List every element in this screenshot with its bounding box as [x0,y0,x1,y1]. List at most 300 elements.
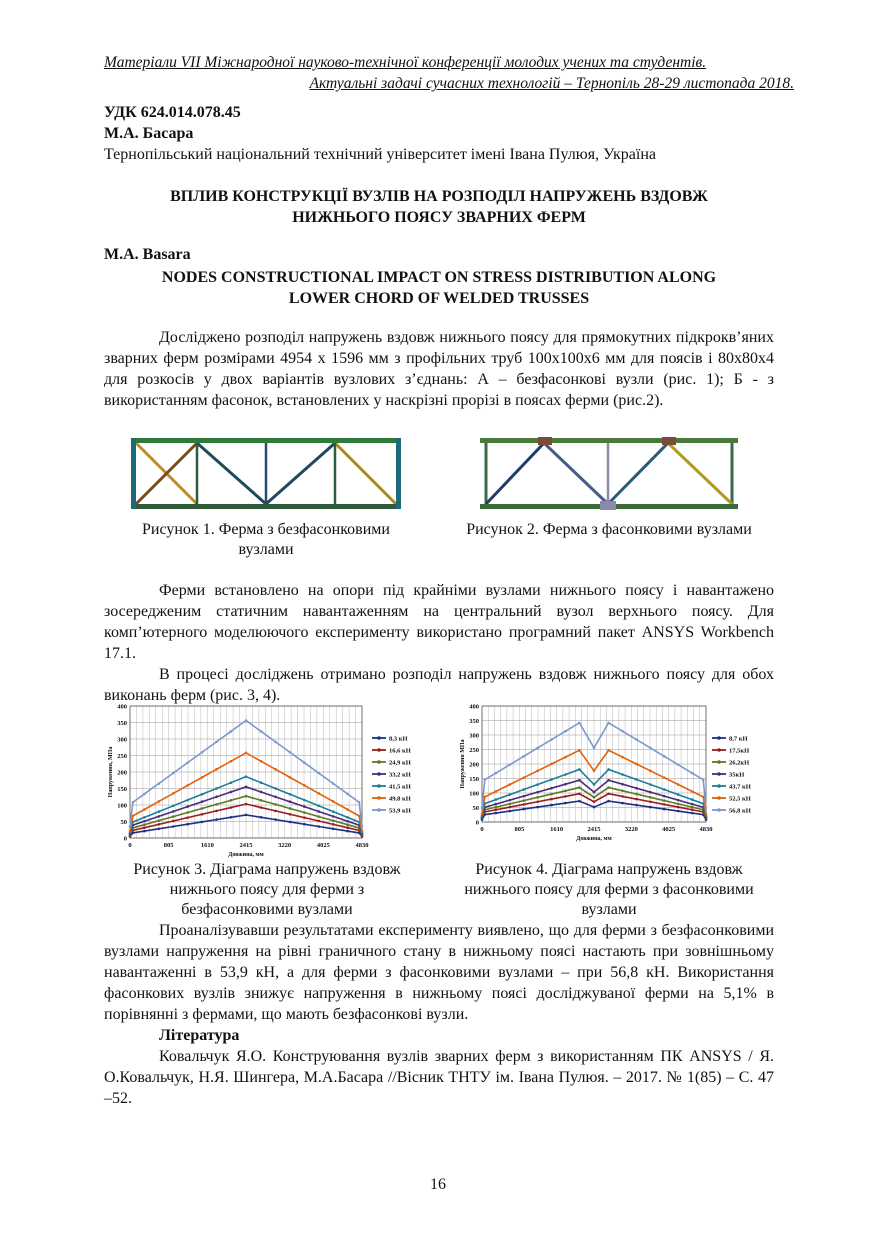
data-point [317,805,320,808]
data-point [564,783,567,786]
data-point [481,812,484,815]
y-tick-label: 400 [469,703,479,711]
y-tick-label: 50 [472,805,479,812]
y-tick-label: 0 [475,819,479,827]
data-point [578,792,581,795]
data-point [509,763,512,766]
data-point [522,755,525,758]
truss-diagonal [544,443,608,504]
data-point [564,802,567,805]
y-tick-label: 100 [469,790,479,798]
data-point [132,801,135,804]
data-point [621,802,624,805]
data-point [303,823,306,826]
data-point [186,761,189,764]
data-point [495,812,498,815]
data-point [317,810,320,813]
data-point [303,799,306,802]
data-point [260,730,263,733]
data-point [346,816,349,819]
data-point [230,760,233,763]
figure-4-caption: Рисунок 4. Діаграма напружень вздовж нижнього поясу для ферми з фасонковими вузлами [464,861,754,918]
data-point [346,793,349,796]
data-point [332,800,335,803]
data-point [230,730,233,733]
x-tick-label: 4830 [699,826,713,833]
figure-3-caption: Рисунок 3. Діаграма напружень вздовж нижнього поясу для ферми з безфасонковими вузлами [133,861,401,918]
data-point [332,827,335,830]
legend-marker [377,760,381,764]
data-point [274,768,277,771]
y-tick-label: 0 [123,835,127,843]
data-point [578,768,581,771]
y-tick-label: 300 [469,732,479,740]
data-point [481,815,484,818]
data-point [635,798,638,801]
data-point [495,808,498,811]
data-point [186,805,189,808]
data-point [274,796,277,799]
legend-label: 8,7 кН [729,735,748,743]
data-point [621,756,624,759]
x-tick-label: 3220 [624,826,638,833]
x-tick-label: 2415 [587,826,601,833]
legend-marker [717,748,721,752]
data-point [346,820,349,823]
data-point [607,779,610,782]
data-point [332,823,335,826]
data-point [260,799,263,802]
data-point [143,808,146,811]
data-point [564,795,567,798]
data-point [578,779,581,782]
legend-label: 24,9 кН [389,759,411,767]
references-heading: Література [159,1027,240,1044]
data-point [274,818,277,821]
figure-1-caption: Рисунок 1. Ферма з безфасонковими вузлами [142,521,390,558]
data-point [564,790,567,793]
data-point [536,800,539,803]
paragraph-2 [104,580,774,706]
y-tick-label: 400 [117,703,127,711]
y-axis-label: Напруження МПа [460,739,466,789]
data-point [536,747,539,750]
data-point [289,776,292,779]
figure-3-stress-chart [104,700,440,858]
y-tick-label: 200 [117,769,127,777]
data-point [215,741,218,744]
data-point [607,800,610,803]
data-point [663,799,666,802]
data-point [509,810,512,813]
legend-label: 35кН [729,771,745,779]
data-point [245,719,248,722]
data-point [509,806,512,809]
legend-label: 41,5 кН [389,783,411,791]
data-point [158,827,161,830]
data-point [260,791,263,794]
legend-label: 53,9 кН [389,807,411,815]
data-point [245,814,248,817]
legend-marker [717,808,721,812]
data-point [621,730,624,733]
data-point [230,799,233,802]
data-point [495,790,498,793]
truss-diagonal [197,443,266,504]
legend-marker [377,784,381,788]
data-point [677,810,680,813]
data-point [201,800,204,803]
data-point [172,825,175,828]
data-point [245,795,248,798]
data-point [677,803,680,806]
legend-label: 56,8 кН [729,807,751,815]
data-point [536,791,539,794]
data-point [607,749,610,752]
data-point [509,803,512,806]
truss-diagonal [266,443,335,504]
data-point [260,816,263,819]
x-tick-label: 4025 [316,842,330,849]
data-point [143,793,146,796]
y-tick-label: 350 [469,718,479,725]
data-point [691,812,694,815]
legend-marker [717,760,721,764]
data-point [663,776,666,779]
bottom-chord [131,504,401,509]
data-point [593,769,596,772]
data-point [289,800,292,803]
data-point [201,776,204,779]
y-tick-label: 150 [469,776,479,783]
data-point [289,751,292,754]
affiliation: Тернопільський національний технічний університет імені Івана Пулюя, Україна [104,146,656,163]
data-point [186,799,189,802]
data-point [550,798,553,801]
data-point [201,813,204,816]
data-point [172,772,175,775]
data-point [317,815,320,818]
legend-marker [377,736,381,740]
paragraph-4-text: Проаналізувавши результатами експерименту виявлено, що для ферми з безфасонковими вузлами напруження на рівні граничного стану в нижньому поясі настають при зовнішньому навантаженні в 53,9 кН, а для ферми з фасонковими вузлами – при 56,8 кН. Використання фасонкових вузлів знижує напруження в нижньому поясі досліджуваної ферми на 5,1% в порівнянні з фермами, що мають безфасонкові вузли. [104,922,774,1023]
data-point [158,823,161,826]
data-point [550,763,553,766]
data-point [578,786,581,789]
y-axis-label: Напруження, МПа [108,746,114,798]
data-point [215,768,218,771]
data-point [289,821,292,824]
x-tick-label: 4830 [355,842,369,849]
data-point [230,816,233,819]
x-axis-label: Довжина, мм [228,852,264,858]
legend-label: 33,2 кН [389,771,411,779]
data-point [593,747,596,750]
data-point [245,786,248,789]
data-point [143,820,146,823]
data-point [303,816,306,819]
data-point [483,778,486,781]
data-point [621,795,624,798]
data-point [245,775,248,778]
author-en: M.A. Basara [104,246,191,263]
data-point [635,738,638,741]
data-point [289,793,292,796]
data-point [593,791,596,794]
y-tick-label: 250 [469,747,479,754]
data-point [635,793,638,796]
title-ua-line2: НИЖНЬОГО ПОЯСУ ЗВАРНИХ ФЕРМ [292,209,586,226]
data-point [522,803,525,806]
data-point [346,823,349,826]
data-point [607,792,610,795]
data-point [663,808,666,811]
y-tick-label: 250 [117,753,127,760]
data-point [215,796,218,799]
data-point [522,799,525,802]
data-point [303,761,306,764]
data-point [172,810,175,813]
data-point [635,804,638,807]
data-point [158,819,161,822]
x-tick-label: 3220 [278,842,292,849]
data-point [158,815,161,818]
data-point [677,783,680,786]
x-tick-label: 4025 [662,826,676,833]
legend-marker [717,736,721,740]
top-chord [131,438,401,443]
data-point [172,805,175,808]
data-point [578,749,581,752]
data-point [495,798,498,801]
data-point [260,760,263,763]
data-point [495,772,498,775]
x-tick-label: 805 [163,842,174,849]
data-point [663,803,666,806]
data-point [649,791,652,794]
data-point [649,747,652,750]
data-point [607,768,610,771]
data-point [129,825,132,828]
data-point [274,787,277,790]
data-point [522,788,525,791]
conference-header-line1: Матеріали VII Міжнародної науково-технічної конференції молодих учених та студентів. [104,54,707,71]
data-point [230,781,233,784]
data-point [158,782,161,785]
data-point [495,803,498,806]
data-point [607,722,610,725]
data-point [691,803,694,806]
data-point [522,795,525,798]
figure-4-stress-chart [446,700,776,858]
data-point [158,810,161,813]
data-point [635,778,638,781]
legend-label: 52,5 кН [729,795,751,803]
data-point [536,770,539,773]
y-tick-label: 150 [117,786,127,793]
data-point [129,830,132,833]
data-point [332,810,335,813]
data-point [509,793,512,796]
data-point [143,823,146,826]
y-tick-label: 100 [117,802,127,810]
data-point [550,778,553,781]
legend-marker [717,784,721,788]
data-point [201,821,204,824]
data-point [550,738,553,741]
data-point [186,811,189,814]
y-tick-label: 350 [117,720,127,727]
data-point [705,806,708,809]
legend-label: 43,7 кН [729,783,751,791]
title-ua-line1: ВПЛИВ КОНСТРУКЦІЇ ВУЗЛІВ НА РОЗПОДІЛ НАПРУЖЕНЬ ВЗДОВЖ [170,188,708,205]
data-point [303,805,306,808]
data-point [274,741,277,744]
data-point [143,816,146,819]
x-axis-label: Довжина, мм [576,836,612,842]
data-point [215,818,218,821]
title-en-line2: LOWER CHORD OF WELDED TRUSSES [288,290,590,307]
data-point [593,796,596,799]
data-point [691,772,694,775]
author-ua: М.А. Басара [104,125,194,142]
data-point [361,825,364,828]
data-point [677,806,680,809]
data-point [649,806,652,809]
data-point [550,804,553,807]
legend-marker [717,772,721,776]
data-point [260,781,263,784]
y-tick-label: 200 [469,761,479,769]
x-tick-label: 805 [514,826,525,833]
data-point [663,755,666,758]
x-tick-label: 0 [480,826,484,833]
data-point [691,798,694,801]
conference-header-line2: Актуальні задачі сучасних технологій – Тернопіль 28-29 листопада 2018. [309,75,794,92]
truss-diagonal [486,443,544,504]
paragraph-1 [104,327,774,411]
data-point [289,807,292,810]
data-point [593,783,596,786]
paragraph-4 [104,920,774,1109]
legend-marker [377,808,381,812]
data-point [172,792,175,795]
gusset-plate [600,501,616,510]
data-point [705,812,708,815]
data-point [702,778,705,781]
data-point [143,826,146,829]
data-point [509,783,512,786]
x-tick-label: 2415 [239,842,253,849]
title-en [104,267,774,309]
data-point [201,793,204,796]
gusset-plate [662,437,676,445]
end-post [131,438,136,509]
data-point [481,806,484,809]
data-point [593,800,596,803]
udk-code: УДК 624.014.078.45 [104,104,241,121]
data-point [649,783,652,786]
data-point [215,810,218,813]
data-point [663,795,666,798]
data-point [536,806,539,809]
data-point [522,776,525,779]
data-point [245,803,248,806]
data-point [677,799,680,802]
data-point [230,806,233,809]
data-point [509,799,512,802]
data-point [274,803,277,806]
data-point [536,783,539,786]
legend-label: 26,2кН [729,759,750,767]
legend-marker [377,748,381,752]
data-point [691,806,694,809]
data-point [593,806,596,809]
x-tick-label: 1610 [550,826,564,833]
data-point [346,808,349,811]
data-point [143,830,146,833]
data-point [230,791,233,794]
data-point [705,815,708,818]
data-point [564,773,567,776]
data-point [649,770,652,773]
data-point [186,784,189,787]
legend-label: 8,3 кН [389,735,408,743]
data-point [332,782,335,785]
data-point [332,819,335,822]
legend-label: 49,8 кН [389,795,411,803]
y-tick-label: 50 [120,819,127,826]
data-point [578,722,581,725]
truss-diagonal [608,443,668,504]
data-point [578,800,581,803]
data-point [317,820,320,823]
data-point [158,800,161,803]
data-point [621,783,624,786]
data-point [260,806,263,809]
paragraph-1-text: Досліджено розподіл напружень вздовж нижнього поясу для прямокутних підкрокв’яних зварних ферм розмірами 4954 х 1596 мм з профільних труб 100х100х6 мм для поясів і 80х80х4 для розкосів у двох варіантів вузлових з’єднань: А – безфасонкові вузли (рис. 1); Б - з використанням фасонок, встановлених у наскрізні прорізі в поясах ферми (рис.2). [104,329,774,409]
data-point [621,773,624,776]
data-point [564,730,567,733]
data-point [536,796,539,799]
top-chord [480,438,738,443]
data-point [245,752,248,755]
data-point [358,801,361,804]
legend-label: 16,6 кН [389,747,411,755]
data-point [649,800,652,803]
data-point [274,810,277,813]
x-tick-label: 1610 [200,842,214,849]
data-point [621,790,624,793]
data-point [317,792,320,795]
data-point [215,787,218,790]
data-point [564,756,567,759]
data-point [303,784,306,787]
data-point [346,826,349,829]
legend-marker [377,796,381,800]
title-ua [104,186,774,228]
data-point [550,793,553,796]
data-point [649,796,652,799]
truss-diagonal [668,443,732,504]
data-point [361,830,364,833]
figure-1-truss [128,434,404,514]
data-point [346,830,349,833]
data-point [186,823,189,826]
end-post [396,438,401,509]
data-point [332,815,335,818]
data-point [201,751,204,754]
legend-marker [377,772,381,776]
